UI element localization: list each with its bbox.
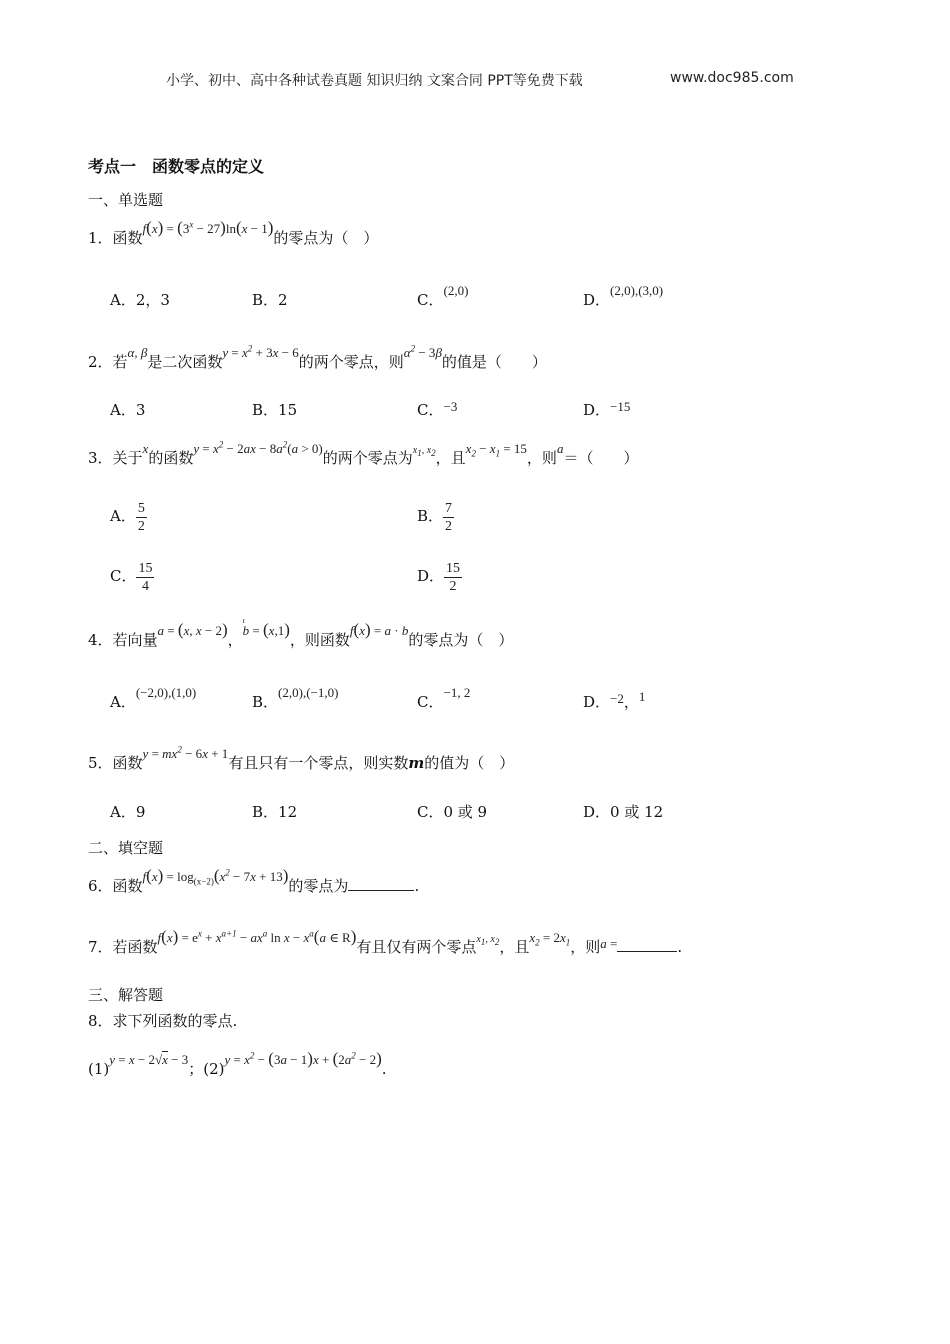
page-header-url[interactable]: www.doc985.com <box>670 70 794 86</box>
part-single-choice: 一、单选题 <box>88 191 164 209</box>
q1-stem: 1．函数$f(x) = (3^x - 27)\ln(x - 1)$的零点为（ ） <box>88 218 379 247</box>
q2-option-a[interactable]: A．3 <box>110 401 146 419</box>
q8-stem: 8．求下列函数的零点. <box>88 1012 238 1030</box>
q5-option-c[interactable]: C．0 或 9 <box>417 803 488 821</box>
q1-option-d[interactable]: D．(2,0),(3,0) <box>583 283 664 309</box>
q7-answer-blank[interactable] <box>617 951 677 952</box>
q1-option-b[interactable]: B．2 <box>252 291 288 309</box>
q5-option-b[interactable]: B．12 <box>252 803 298 821</box>
q5-option-d[interactable]: D．0 或 12 <box>583 803 664 821</box>
q1-option-a[interactable]: A．2，3 <box>110 291 170 309</box>
q3-option-b[interactable]: B． $\frac{7}{2}$ <box>417 501 453 534</box>
section-title: 考点一 函数零点的定义 <box>88 157 265 176</box>
q5-option-a[interactable]: A．9 <box>110 803 146 821</box>
q6-stem: 6．函数$f(x) = \log_{(x-2)}(x^2 - 7x + 13)$的零点为 . <box>88 866 420 895</box>
q5-stem: 5．函数$y = mx^2 - 6x + 1$有且只有一个零点，则实数m的值为（ ） <box>88 744 515 772</box>
q7-stem: 7．若函数$f(x) = e^x + x^{a+1} - ax^a$ $\ln x - x^a(a$ ∈ R)有且仅有两个零点$^{x_1, x_2}$，且$x_2 = 2x_1$，则a = . <box>88 927 683 956</box>
q4-option-c[interactable]: C．−1, 2 <box>417 685 471 711</box>
q4-option-a[interactable]: A．(−2,0),(1,0) <box>110 685 197 711</box>
part-answer: 三、解答题 <box>88 986 164 1004</box>
q6-answer-blank[interactable] <box>348 890 414 891</box>
q4-stem: 4．若向量a = (x, x − 2)，b ı = (x,1)，则函数f(x) = a · b的零点为（ ） <box>88 616 514 649</box>
q2-option-b[interactable]: B．15 <box>252 401 298 419</box>
part-fill-blank: 二、填空题 <box>88 839 164 857</box>
q1-formula: $f(x) = (3^x - 27)\ln(x - 1)$ <box>142 218 274 237</box>
q4-option-b[interactable]: B．(2,0),(−1,0) <box>252 685 339 711</box>
q2-option-d[interactable]: D．−15 <box>583 399 631 419</box>
q1-option-c[interactable]: C．(2,0) <box>417 283 469 309</box>
q3-stem: 3．关于x的函数$y = x^2 - 2ax - 8a^2(a > 0)$的两个零点为$^{x_1, x_2}$，且$x_2 - x_1 = 15$，则a＝（ ） <box>88 439 639 467</box>
q3-option-c[interactable]: C． $\frac{15}{4}$ <box>110 561 153 594</box>
q2-option-c[interactable]: C．−3 <box>417 399 458 419</box>
q3-option-a[interactable]: A． $\frac{5}{2}$ <box>110 501 145 534</box>
q8-parts: (1)y = x − 2√x − 3；$(2)y = x^2 - (3a - 1)x + (2a^2 - 2)$. <box>88 1049 387 1078</box>
q4-option-d[interactable]: D．−2，1 <box>583 689 646 711</box>
q3-option-d[interactable]: D． $\frac{15}{2}$ <box>417 561 461 594</box>
page-header-text: 小学、初中、高中各种试卷真题 知识归纳 文案合同 PPT等免费下载 <box>166 73 583 89</box>
q2-stem: 2．若α, β是二次函数$y = x^2 + 3x - 6$的两个零点，则$\alpha^2 - 3\beta$的值是（ ） <box>88 343 547 371</box>
